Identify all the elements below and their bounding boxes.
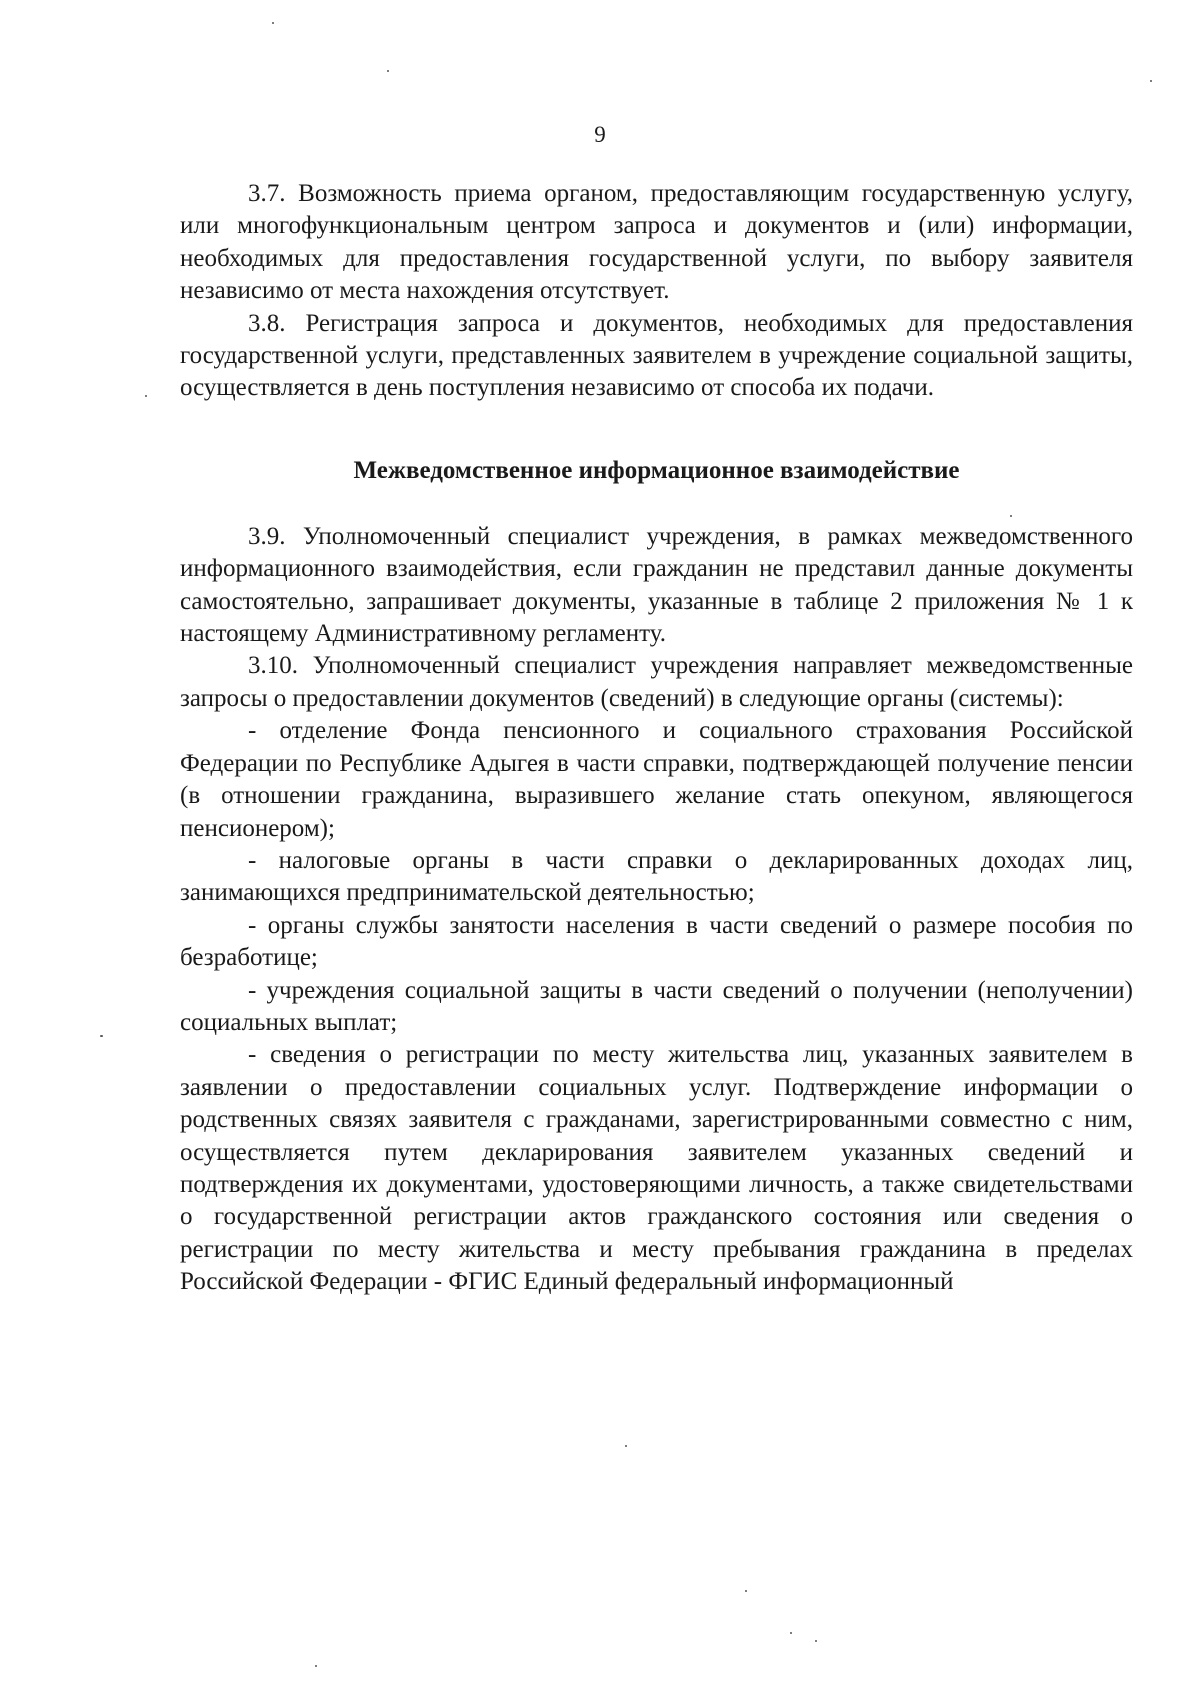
list-item-employment-service: - органы службы занятости населения в части сведений о размере пособия по безработице; [180,911,1133,972]
scan-speck [625,1445,627,1447]
scan-speck [272,22,274,24]
scan-speck [145,395,147,397]
scan-speck [387,70,389,72]
scan-speck [790,1632,792,1634]
section-heading: Межведомственное информационное взаимодействие [353,456,960,484]
document-body [180,178,1133,1299]
list-item-tax-authorities: - налоговые органы в части справки о декларированных доходах лиц, занимающихся предпринимательской деятельностью; [180,846,1133,907]
scan-speck [315,1665,317,1667]
scan-speck [745,1590,747,1592]
scan-speck [100,1035,103,1037]
list-item-pension-fund: - отделение Фонда пенсионного и социального страхования Российской Федерации по Республике Адыгея в части справки, подтверждающей получение пенсии (в отношении гражданина, выразившего желание стать опекуном, являющегося пенсионером); [180,717,1133,842]
spacer [180,405,1133,455]
paragraph-3-9: 3.9. Уполномоченный специалист учреждения, в рамках межведомственного информационного взаимодействия, если гражданин не представил данные документы самостоятельно, запрашивает документы, указанные в таблице 2 приложения № 1 к настоящему Административному регламенту. [180,522,1133,648]
scan-speck [1150,80,1152,82]
paragraph-3-7: 3.7. Возможность приема органом, предоставляющим государственную услугу, или многофункциональным центром запроса и документов и (или) информации, необходимых для предоставления государственной услуги, по выбору заявителя независимо от места нахождения отсутствует. [180,180,1133,305]
list-item-registration-info: - сведения о регистрации по месту жительства лиц, указанных заявителем в заявлении о предоставлении социальных услуг. Подтверждение информации о родственных связях заявителя с гражданами, зарегистрированными совместно с ним, осуществляется путем декларирования заявителем указанных сведений и подтверждения их документами, удостоверяющими личность, а также свидетельствами о государственной регистрации актов гражданского состояния или сведения о регистрации по месту жительства и месту пребывания гражданина в пределах Российской Федерации - ФГИС Единый федеральный информационный [180,1041,1133,1296]
spacer [180,487,1133,521]
page-number: 9 [594,122,606,147]
paragraph-3-8: 3.8. Регистрация запроса и документов, необходимых для предоставления государственной услуги, представленных заявителем в учреждение социальной защиты, осуществляется в день поступления независимо от способа их подачи. [180,309,1133,402]
list-item-social-protection: - учреждения социальной защиты в части сведений о получении (неполучении) социальных выплат; [180,976,1133,1036]
paragraph-3-10: 3.10. Уполномоченный специалист учреждения направляет межведомственные запросы о предоставлении документов (сведений) в следующие органы (системы): [180,652,1133,712]
scan-speck [1010,515,1012,517]
scan-speck [815,1640,817,1642]
